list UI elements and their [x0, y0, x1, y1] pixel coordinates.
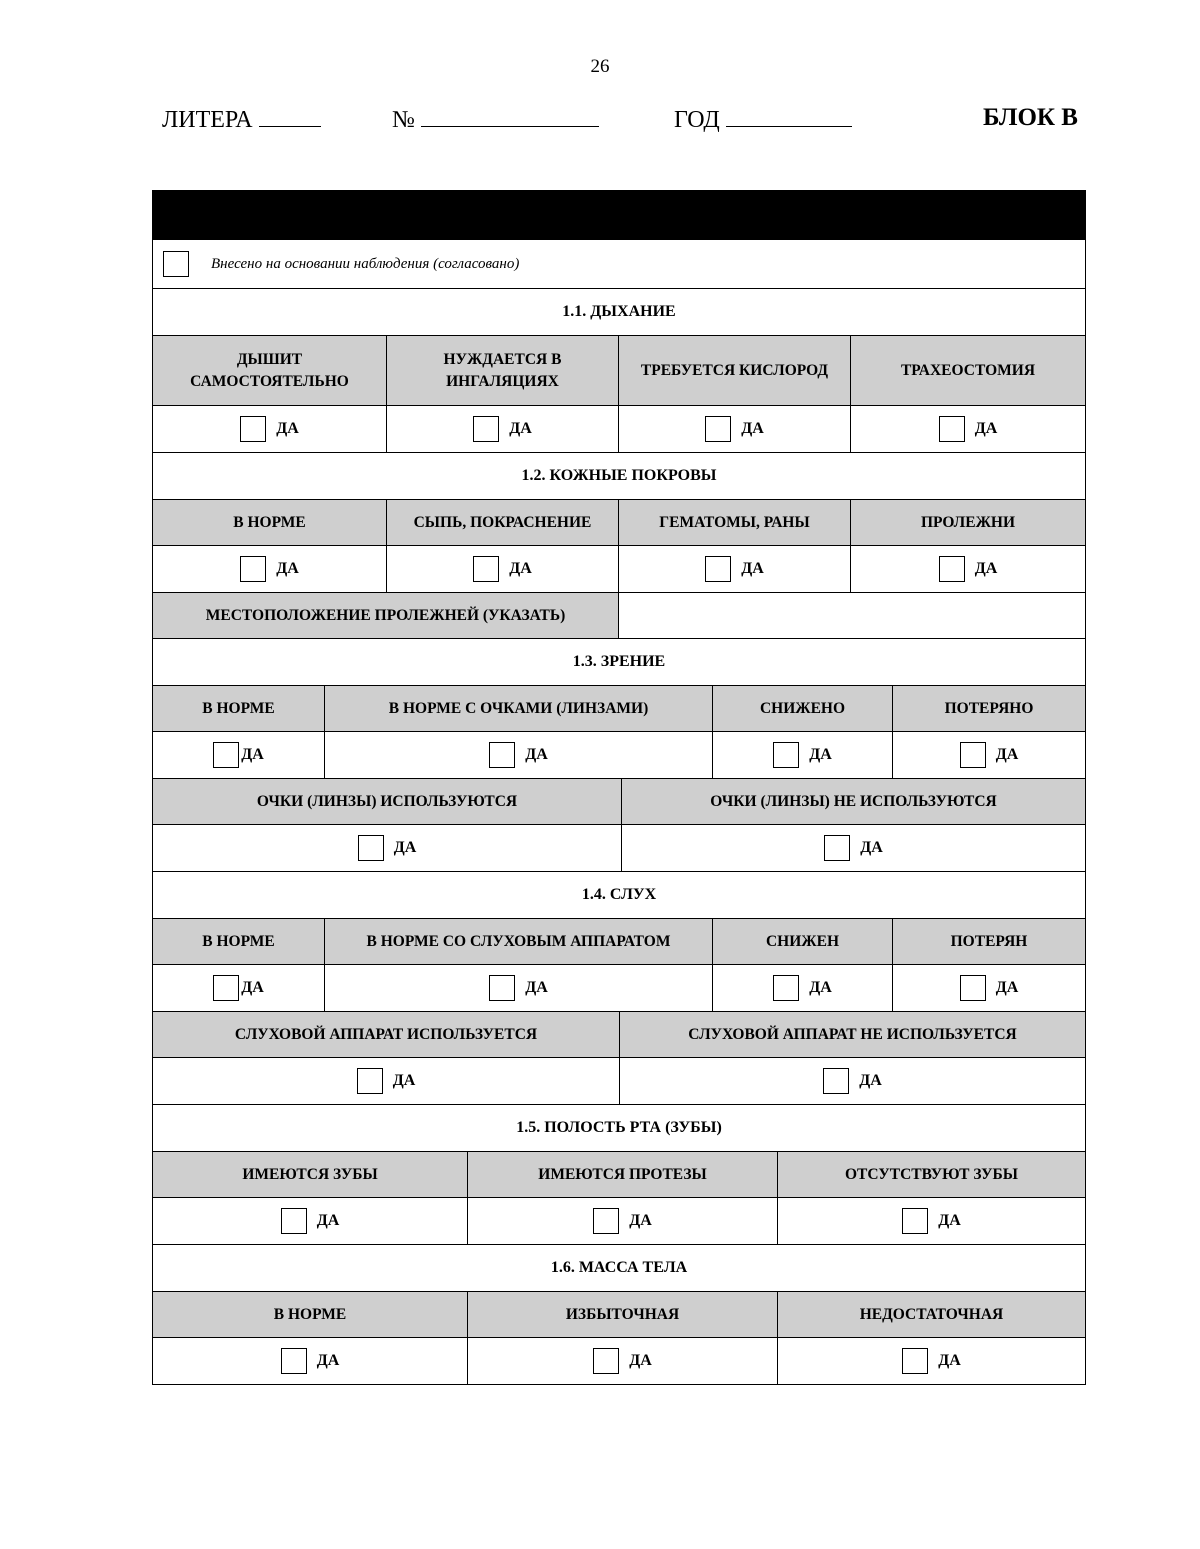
hearing-aid-usage-header-row: [153, 1011, 1085, 1057]
column-header: ПРОЛЕЖНИ: [850, 500, 1085, 545]
column-header: ОТСУТСТВУЮТ ЗУБЫ: [777, 1152, 1085, 1197]
column-header: НУЖДАЕТСЯ В ИНГАЛЯЦИЯХ: [386, 336, 618, 405]
yes-checkbox[interactable]: [281, 1348, 307, 1374]
yes-label: ДА: [995, 746, 1019, 763]
skin-answer-row: [153, 545, 1085, 592]
yes-label: ДА: [276, 560, 299, 577]
year-field: [674, 104, 852, 134]
yes-checkbox[interactable]: [489, 975, 515, 1001]
yes-label: ДА: [509, 420, 532, 437]
yes-checkbox[interactable]: [902, 1348, 928, 1374]
year-input-line[interactable]: [726, 104, 852, 127]
yes-label: ДА: [741, 560, 764, 577]
year-label: ГОД: [674, 107, 720, 133]
number-label: №: [392, 107, 415, 133]
yes-label: ДА: [809, 746, 832, 763]
yes-checkbox[interactable]: [593, 1348, 619, 1374]
yes-checkbox[interactable]: [489, 742, 515, 768]
hearing-aid-usage-answer-row: [153, 1057, 1085, 1104]
column-header: В НОРМЕ: [273, 1305, 347, 1323]
column-header: ИМЕЮТСЯ ПРОТЕЗЫ: [467, 1152, 777, 1197]
mouth-answer-row: [153, 1197, 1085, 1244]
litera-field: [162, 104, 321, 134]
section-skin-title-row: [153, 452, 1085, 499]
column-header: В НОРМЕ: [233, 513, 306, 531]
yes-label: ДА: [241, 746, 264, 763]
yes-checkbox[interactable]: [773, 742, 799, 768]
yes-label: ДА: [974, 420, 998, 437]
litera-input-line[interactable]: [259, 104, 321, 127]
vision-answer-row: [153, 731, 1085, 778]
form-header: [162, 104, 1078, 138]
bedsore-location-input[interactable]: [618, 593, 1085, 638]
column-header: ОЧКИ (ЛИНЗЫ) ИСПОЛЬЗУЮТСЯ: [256, 792, 518, 810]
yes-label: ДА: [860, 839, 883, 856]
bedsore-location-label: МЕСТОПОЛОЖЕНИЕ ПРОЛЕЖНЕЙ (УКАЗАТЬ): [153, 593, 618, 638]
breathing-header-row: [153, 335, 1085, 405]
header-bar: [153, 191, 1085, 239]
column-header: В НОРМЕ СО СЛУХОВЫМ АППАРАТОМ: [324, 919, 712, 964]
yes-label: ДА: [859, 1072, 882, 1089]
yes-checkbox[interactable]: [358, 835, 384, 861]
column-header: В НОРМЕ: [202, 699, 275, 717]
column-header: СНИЖЕНО: [712, 686, 892, 731]
yes-label: ДА: [629, 1212, 652, 1229]
skin-header-row: [153, 499, 1085, 545]
column-header: НЕДОСТАТОЧНАЯ: [777, 1292, 1085, 1337]
yes-label: ДА: [241, 979, 264, 996]
column-header: ТРЕБУЕТСЯ КИСЛОРОД: [618, 336, 850, 405]
assessment-form: [152, 190, 1086, 1385]
yes-checkbox[interactable]: [705, 416, 731, 442]
observation-checkbox[interactable]: [163, 251, 189, 277]
yes-label: ДА: [741, 420, 764, 437]
hearing-answer-row: [153, 964, 1085, 1011]
yes-checkbox[interactable]: [281, 1208, 307, 1234]
number-input-line[interactable]: [421, 104, 599, 127]
column-header: СЛУХОВОЙ АППАРАТ ИСПОЛЬЗУЕТСЯ: [234, 1025, 538, 1043]
bedsore-location-row: [153, 592, 1085, 638]
column-header: ДЫШИТ САМОСТОЯТЕЛЬНО: [190, 350, 349, 390]
observation-note-row: [153, 239, 1085, 288]
section-vision-title-row: [153, 638, 1085, 685]
section-title: 1.4. СЛУХ: [581, 886, 657, 903]
yes-checkbox[interactable]: [902, 1208, 928, 1234]
yes-checkbox[interactable]: [939, 416, 965, 442]
yes-checkbox[interactable]: [960, 742, 986, 768]
mouth-header-row: [153, 1151, 1085, 1197]
yes-label: ДА: [938, 1212, 961, 1229]
yes-checkbox[interactable]: [240, 556, 266, 582]
column-header: ТРАХЕОСТОМИЯ: [850, 336, 1085, 405]
yes-checkbox[interactable]: [960, 975, 986, 1001]
block-label: БЛОК В: [982, 104, 1078, 131]
yes-label: ДА: [276, 420, 299, 437]
hearing-header-row: [153, 918, 1085, 964]
yes-checkbox[interactable]: [773, 975, 799, 1001]
yes-checkbox[interactable]: [705, 556, 731, 582]
section-hearing-title-row: [153, 871, 1085, 918]
column-header: ПОТЕРЯНО: [892, 686, 1085, 731]
section-title: 1.2. КОЖНЫЕ ПОКРОВЫ: [521, 467, 717, 484]
section-title: 1.1. ДЫХАНИЕ: [562, 303, 676, 320]
section-title: 1.3. ЗРЕНИЕ: [572, 653, 666, 670]
yes-label: ДА: [629, 1352, 652, 1369]
column-header: В НОРМЕ С ОЧКАМИ (ЛИНЗАМИ): [324, 686, 712, 731]
column-header: ПОТЕРЯН: [892, 919, 1085, 964]
yes-label: ДА: [809, 979, 832, 996]
column-header: ИЗБЫТОЧНАЯ: [467, 1292, 777, 1337]
yes-checkbox[interactable]: [473, 556, 499, 582]
yes-checkbox[interactable]: [824, 835, 850, 861]
yes-checkbox[interactable]: [823, 1068, 849, 1094]
yes-checkbox[interactable]: [213, 742, 239, 768]
yes-checkbox[interactable]: [473, 416, 499, 442]
yes-checkbox[interactable]: [939, 556, 965, 582]
yes-label: ДА: [316, 1212, 340, 1229]
section-weight-title-row: [153, 1244, 1085, 1291]
observation-note: Внесено на основании наблюдения (согласовано): [211, 255, 520, 272]
vision-header-row: [153, 685, 1085, 731]
yes-label: ДА: [525, 746, 548, 763]
column-header: СЫПЬ, ПОКРАСНЕНИЕ: [386, 500, 618, 545]
column-header: ГЕМАТОМЫ, РАНЫ: [618, 500, 850, 545]
section-mouth-title-row: [153, 1104, 1085, 1151]
glasses-usage-answer-row: [153, 824, 1085, 871]
yes-checkbox[interactable]: [213, 975, 239, 1001]
yes-label: ДА: [995, 979, 1019, 996]
yes-label: ДА: [509, 560, 532, 577]
yes-checkbox[interactable]: [240, 416, 266, 442]
litera-label: ЛИТЕРА: [162, 107, 253, 133]
breathing-answer-row: [153, 405, 1085, 452]
column-header: ОЧКИ (ЛИНЗЫ) НЕ ИСПОЛЬЗУЮТСЯ: [621, 779, 1085, 824]
column-header: СЛУХОВОЙ АППАРАТ НЕ ИСПОЛЬЗУЕТСЯ: [619, 1012, 1085, 1057]
yes-label: ДА: [393, 839, 417, 856]
yes-label: ДА: [392, 1072, 416, 1089]
glasses-usage-header-row: [153, 778, 1085, 824]
yes-label: ДА: [316, 1352, 340, 1369]
section-breathing-title-row: [153, 288, 1085, 335]
yes-label: ДА: [938, 1352, 961, 1369]
weight-answer-row: [153, 1337, 1085, 1384]
column-header: СНИЖЕН: [712, 919, 892, 964]
weight-header-row: [153, 1291, 1085, 1337]
yes-checkbox[interactable]: [357, 1068, 383, 1094]
section-title: 1.5. ПОЛОСТЬ РТА (ЗУБЫ): [516, 1119, 722, 1136]
yes-label: ДА: [974, 560, 998, 577]
column-header: ИМЕЮТСЯ ЗУБЫ: [242, 1165, 378, 1183]
column-header: В НОРМЕ: [202, 932, 275, 950]
section-title: 1.6. МАССА ТЕЛА: [550, 1259, 688, 1276]
number-field: [392, 104, 599, 134]
yes-checkbox[interactable]: [593, 1208, 619, 1234]
yes-label: ДА: [525, 979, 548, 996]
page-number: 26: [590, 56, 610, 77]
